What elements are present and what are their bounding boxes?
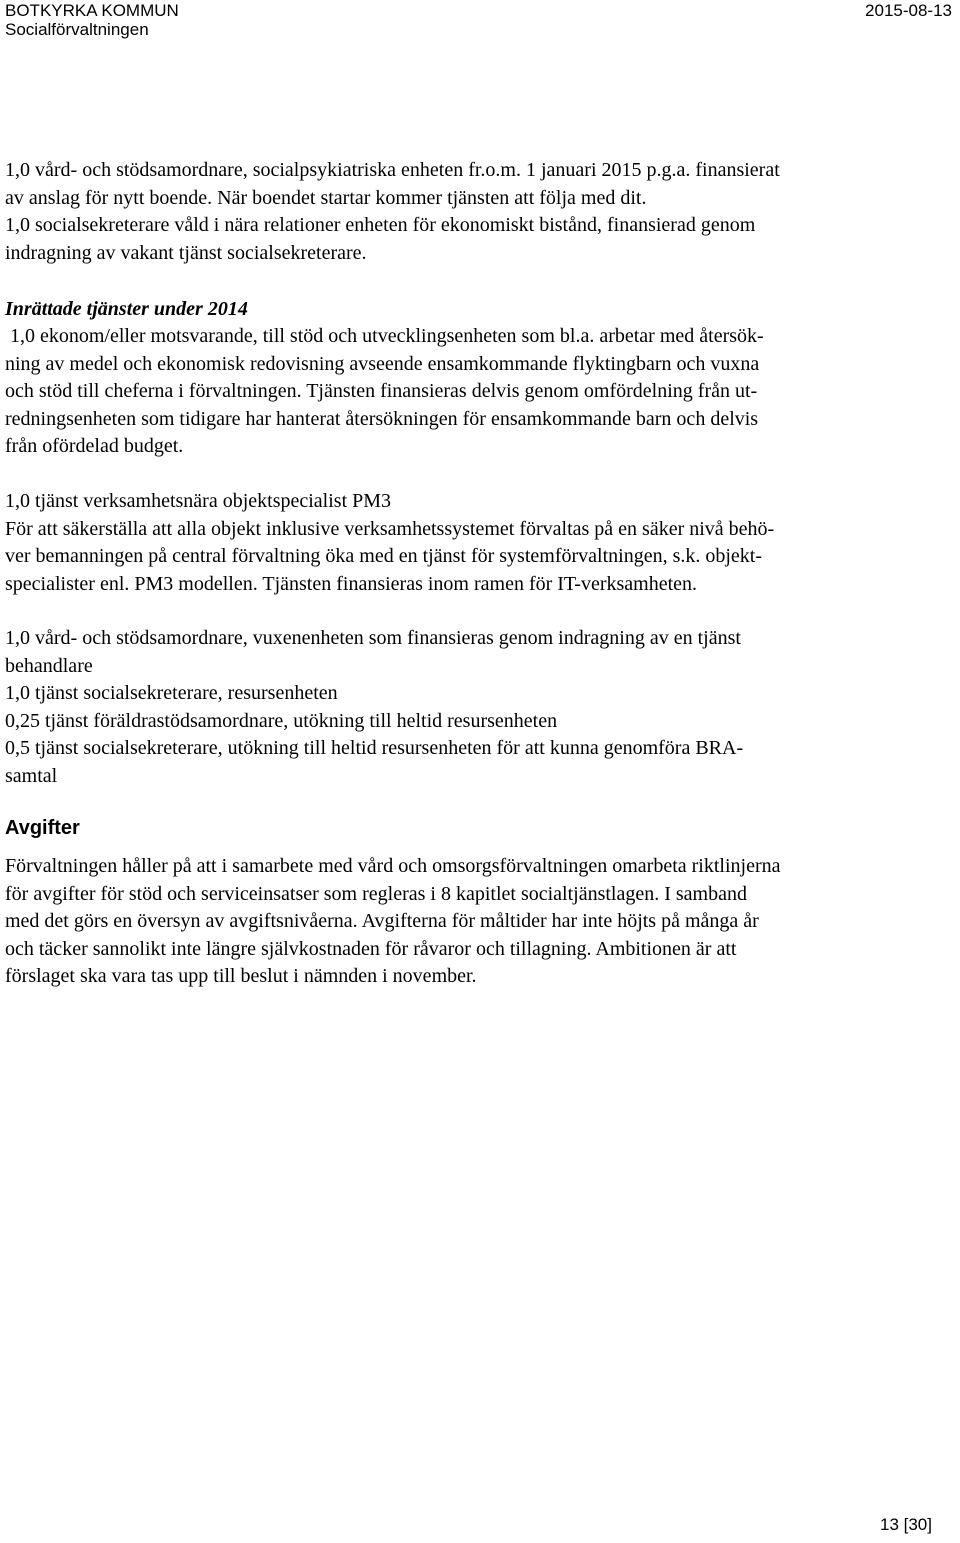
page-number: 13 [30] [880, 1515, 932, 1534]
text-line: behandlare [5, 654, 93, 677]
header-date: 2015-08-13 [865, 1, 952, 20]
text-line: ver bemanningen på central förvaltning öka med en tjänst för systemförvaltningen, s.k. objekt- [5, 545, 763, 567]
text-line: och täcker sannolikt inte längre självkostnaden för råvaror och tillagning. Ambitionen är att [5, 937, 737, 960]
text-line: redningsenheten som tidigare har hanterat återsökningen för ensamkommande barn och delvis [5, 407, 759, 430]
text-line: och stöd till cheferna i förvaltningen. Tjänsten finansieras delvis genom omfördelning från ut- [5, 380, 758, 402]
paragraph-tjanster-list [5, 625, 955, 790]
paragraph-objektspecialist [5, 488, 955, 598]
text-line: för avgifter för stöd och serviceinsatser som regleras i 8 kapitlet socialtjänstlagen. I samband [5, 882, 747, 905]
text-line: specialister enl. PM3 modellen. Tjänsten finansieras inom ramen för IT-verksamheten. [5, 572, 698, 595]
header-department: Socialförvaltningen [5, 20, 149, 39]
header-organization: BOTKYRKA KOMMUN [5, 1, 179, 20]
text-line: av anslag för nytt boende. När boendet startar kommer tjänsten att följa med dit. [5, 186, 647, 209]
text-line: samtal [5, 764, 58, 787]
text-line: med det görs en översyn av avgiftsnivåerna. Avgifterna för måltider har inte höjts på många år [5, 910, 759, 932]
text-line: 0,25 tjänst föräldrastödsamordnare, utökning till heltid resursenheten [5, 709, 558, 732]
text-line: förslaget ska vara tas upp till beslut i nämnden i november. [5, 965, 477, 987]
text-line: 1,0 tjänst verksamhetsnära objektspecialist PM3 [5, 490, 392, 512]
paragraph-ekonom [5, 323, 955, 461]
text-line: indragning av vakant tjänst socialsekreterare. [5, 241, 367, 264]
intro-paragraph [5, 157, 955, 267]
text-line: 1,0 tjänst socialsekreterare, resursenheten [5, 682, 338, 704]
text-line: ning av medel och ekonomisk redovisning avseende ensamkommande flyktingbarn och vuxna [5, 352, 760, 375]
section-heading-avgifter: Avgifter [5, 817, 80, 839]
section-heading-2014: Inrättade tjänster under 2014 [5, 298, 248, 320]
text-line: från ofördelad budget. [5, 435, 184, 457]
paragraph-avgifter [5, 853, 955, 991]
text-line: 0,5 tjänst socialsekreterare, utökning till heltid resursenheten för att kunna genomföra BRA- [5, 737, 744, 759]
text-line: Förvaltningen håller på att i samarbete med vård och omsorgsförvaltningen omarbeta riktlinjerna [5, 855, 781, 877]
text-line: 1,0 vård- och stödsamordnare, vuxenenheten som finansieras genom indragning av en tjänst [5, 627, 741, 649]
text-line: 1,0 ekonom/eller motsvarande, till stöd och utvecklingsenheten som bl.a. arbetar med återsök- [10, 325, 764, 347]
text-line: För att säkerställa att alla objekt inklusive verksamhetssystemet förvaltas på en säker nivå behö- [5, 517, 775, 540]
text-line: 1,0 vård- och stödsamordnare, socialpsykiatriska enheten fr.o.m. 1 januari 2015 p.g.a. finansierat [5, 159, 780, 181]
text-line: 1,0 socialsekreterare våld i nära relationer enheten för ekonomiskt bistånd, finansierad genom [5, 214, 756, 236]
